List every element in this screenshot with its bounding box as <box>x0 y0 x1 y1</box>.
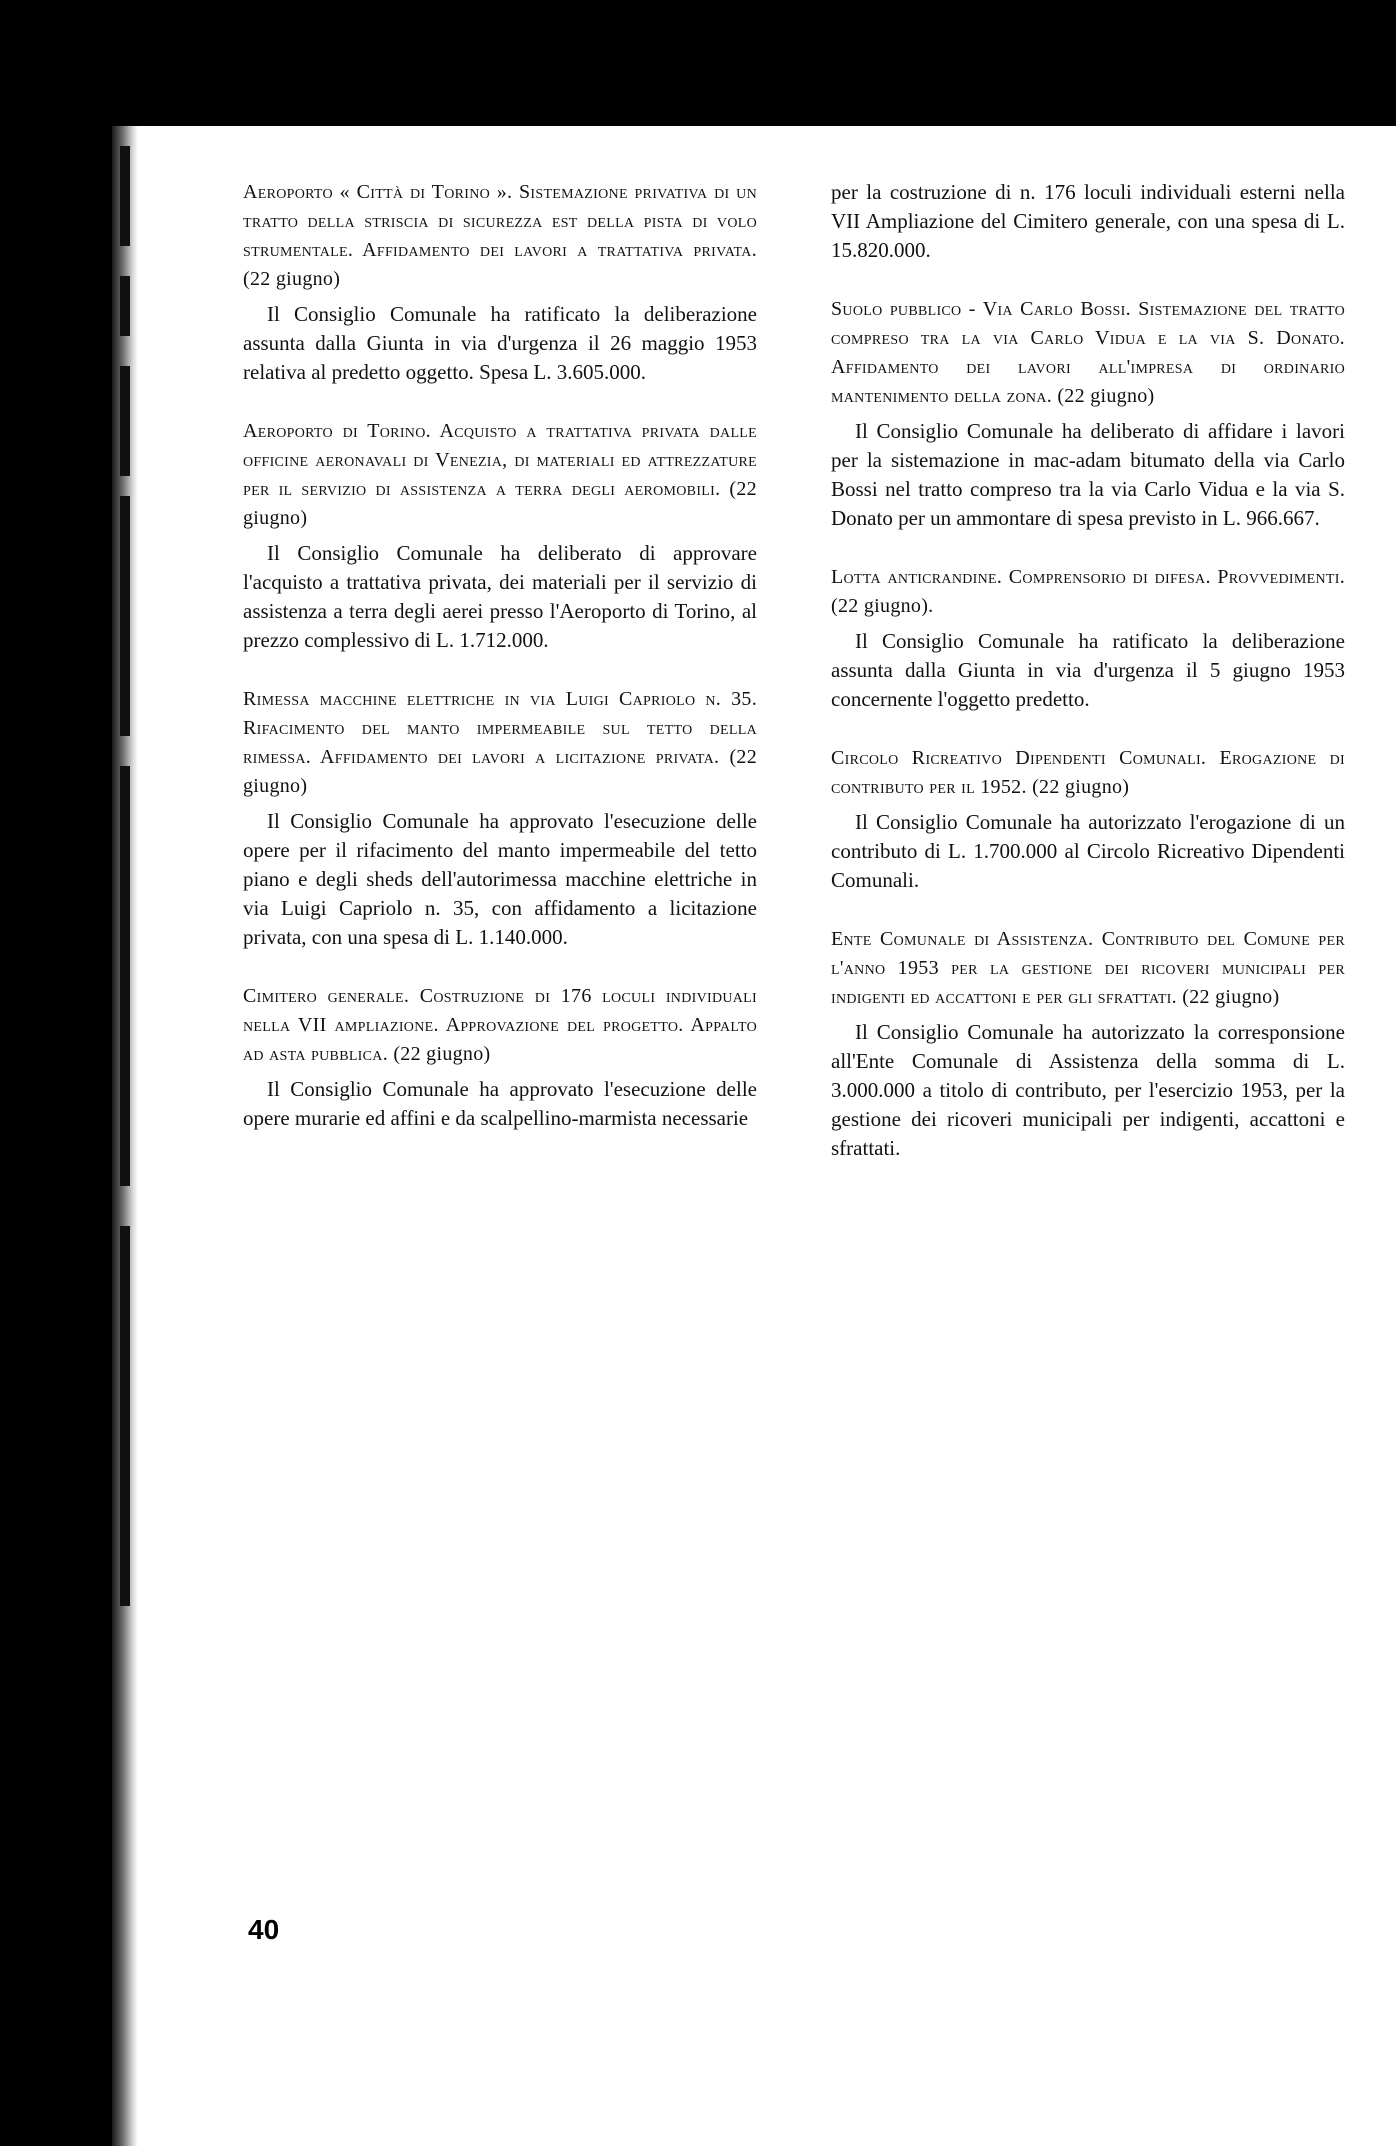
entry-body: Il Consiglio Comunale ha approvato l'esecuzione delle opere murarie ed affini e da scalpellino-marmista necessarie <box>243 1077 757 1130</box>
entry-title: Circolo Ricreativo Dipendenti Comunali. Erogazione di contributo per il 1952. (22 giugno) <box>831 747 1345 798</box>
entry-body: Il Consiglio Comunale ha deliberato di approvare l'acquisto a trattativa privata, dei materiali per il servizio di assistenza a terra degli aerei presso l'Aeroporto di Torino, al prezzo complessivo di L. 1.712.000. <box>243 541 757 652</box>
entry-date: (22 giugno) <box>243 268 341 290</box>
binding-mark <box>120 766 130 1186</box>
entry-date: (22 giugno) <box>1182 986 1280 1008</box>
entry <box>831 925 1345 1163</box>
entry-title: Aeroporto di Torino. Acquisto a trattativa privata dalle officine aeronavali di Venezia, di materiali ed attrezzature per il servizio di assistenza a terra degli aeromobili. (22 giugno) <box>243 420 757 529</box>
entry-body: Il Consiglio Comunale ha autorizzato l'erogazione di un contributo di L. 1.700.000 al Circolo Ricreativo Dipendenti Comunali. <box>831 810 1345 892</box>
binding-mark <box>120 366 130 476</box>
entry-date: (22 giugno) <box>1057 385 1155 407</box>
entry-body: per la costruzione di n. 176 loculi individuali esterni nella VII Ampliazione del Cimitero generale, con una spesa di L. 15.820.000. <box>831 180 1345 262</box>
entry-date: (22 giugno) <box>1032 776 1130 798</box>
entry-title: Ente Comunale di Assistenza. Contributo del Comune per l'anno 1953 per la gestione dei ricoveri municipali per indigenti ed accattoni e per gli sfrattati. (22 giugno) <box>831 928 1345 1008</box>
entry-title: Suolo pubblico - Via Carlo Bossi. Sistemazione del tratto compreso tra la via Carlo Vidua e la via S. Donato. Affidamento dei lavori all'impresa di ordinario mantenimento della zona. (22 giugno) <box>831 298 1345 407</box>
right-column <box>831 178 1345 1193</box>
entry <box>243 417 757 655</box>
binding-mark <box>120 1226 130 1606</box>
entry-continuation <box>831 178 1345 265</box>
entry <box>831 744 1345 895</box>
entry-body: Il Consiglio Comunale ha autorizzato la corresponsione all'Ente Comunale di Assistenza della somma di L. 3.000.000 a titolo di contributo, per l'esercizio 1953, per la gestione dei ricoveri municipali per indigenti, accattoni e sfrattati. <box>831 1020 1345 1160</box>
page-number: 40 <box>248 1914 280 1945</box>
left-column <box>243 178 757 1163</box>
binding-gutter <box>112 126 138 2146</box>
entry-date: (22 giugno). <box>831 595 934 617</box>
entry-body: Il Consiglio Comunale ha deliberato di affidare i lavori per la sistemazione in mac-adam bitumato della via Carlo Bossi nel tratto compreso tra la via Carlo Vidua e la via S. Donato per un ammontare di spesa previsto in L. 966.667. <box>831 419 1345 530</box>
entry-title: Aeroporto « Città di Torino ». Sistemazione privativa di un tratto della striscia di sicurezza est della pista di volo strumentale. Affidamento dei lavori a trattativa privata. (22 giugno) <box>243 181 757 290</box>
entry-body: Il Consiglio Comunale ha ratificato la deliberazione assunta dalla Giunta in via d'urgenza il 5 giugno 1953 concernente l'oggetto predetto. <box>831 629 1345 711</box>
entry-body: Il Consiglio Comunale ha approvato l'esecuzione delle opere per il rifacimento del manto impermeabile del tetto piano e degli sheds dell'autorimessa macchine elettriche in via Luigi Capriolo n. 35, con affidamento a licitazione privata, con una spesa di L. 1.140.000. <box>243 809 757 949</box>
entry-date: (22 giugno) <box>243 478 757 529</box>
entry-title: Lotta anticrandine. Comprensorio di difesa. Provvedimenti. (22 giugno). <box>831 566 1345 617</box>
entry <box>243 685 757 952</box>
binding-mark <box>120 496 130 736</box>
entry <box>243 982 757 1133</box>
document-page <box>112 126 1396 2146</box>
entry-title: Cimitero generale. Costruzione di 176 loculi individuali nella VII ampliazione. Approvazione del progetto. Appalto ad asta pubblica. (22 giugno) <box>243 985 757 1065</box>
entry <box>831 563 1345 714</box>
entry-body: Il Consiglio Comunale ha ratificato la deliberazione assunta dalla Giunta in via d'urgenza il 26 maggio 1953 relativa al predetto oggetto. Spesa L. 3.605.000. <box>243 302 757 384</box>
binding-mark <box>120 146 130 246</box>
entry-title: Rimessa macchine elettriche in via Luigi Capriolo n. 35. Rifacimento del manto impermeabile sul tetto della rimessa. Affidamento dei lavori a licitazione privata. (22 giugno) <box>243 688 757 797</box>
entry <box>243 178 757 387</box>
entry-date: (22 giugno) <box>243 746 757 797</box>
entry <box>831 295 1345 533</box>
binding-mark <box>120 276 130 336</box>
entry-date: (22 giugno) <box>393 1043 491 1065</box>
